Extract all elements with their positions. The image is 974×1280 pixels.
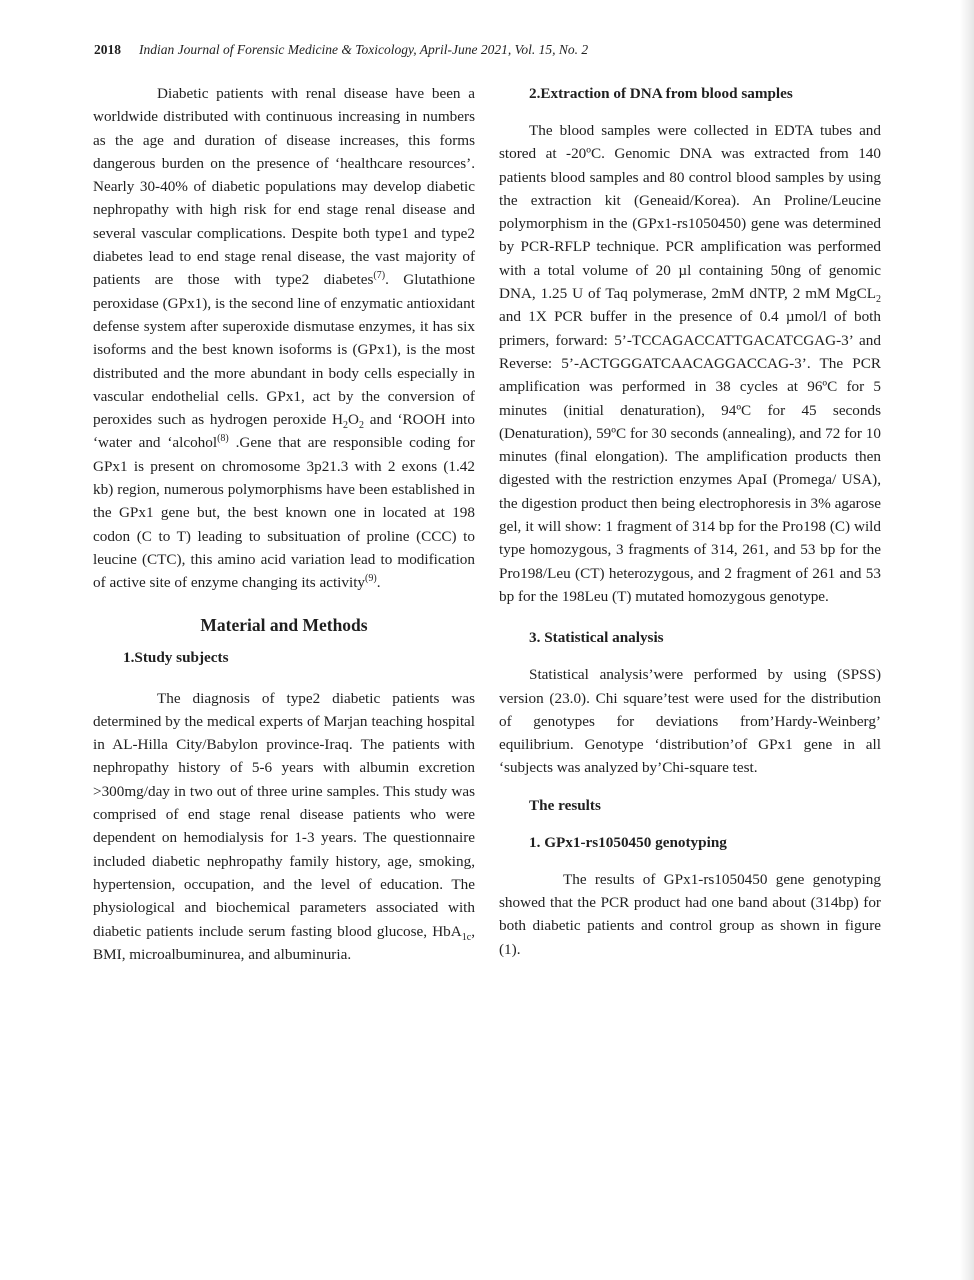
intro-text-4: .Gene that are responsible coding for GPx1 is present on chromosome 3p21.3 with 2 exons (1.42 kb) region, numerous polymorphisms have been established in the GPx1 gene but, the best known one in located at 198 codon (C to T) leading to subsituation of proline (CCC) to leucine (CTC), this amino acid variation lead to modification of active site of enzyme changing its activity	[93, 434, 475, 592]
o2-subscript: 2	[358, 420, 364, 432]
intro-text-1: Diabetic patients with renal disease have been a worldwide distributed with continuous increasing in numbers as the age and duration of disease increases, this forms dangerous burden on the presence of ‘healthcare resources’. Nearly 30-40% of diabetic populations may develop diabetic nephropathy with high risk for end stage renal disease and several vascular complications. Despite both type1 and type2 diabetes lead to end stage renal disease, the vast majority of patients are those with type2 diabetes	[93, 85, 475, 289]
statistical-analysis-heading: 3. Statistical analysis	[529, 629, 664, 647]
right-column	[499, 82, 881, 961]
dna-extraction-heading: 2.Extraction of DNA from blood samples	[529, 85, 793, 102]
study-end: , BMI, microalbuminurea, and albuminuria.	[93, 922, 475, 963]
study-subjects-heading: 1.Study subjects	[123, 648, 229, 666]
mgcl2-subscript: 2	[876, 294, 881, 306]
hba1c-subscript: 1c	[461, 931, 472, 943]
statistical-paragraph: Statistical analysis’were performed by using (SPSS) version (23.0). Chi square’test were used for the distribution of genotypes for deviations from’Hardy-Weinberg’ equilibrium. Genotype ‘distribution’of GPx1 gene in all ‘subjects was analyzed by’Chi-square test.	[499, 666, 881, 777]
intro-text-2: . Glutathione peroxidase (GPx1), is the second line of enzymatic antioxidant defense system after superoxide dismutase enzymes, it has six isoforms and the best known isoforms is (GPx1), is the most distributed and the more abundant in body cells especially in vascular endothelial cells. GPx1, act by the conversion of peroxides such as hydrogen peroxide H	[93, 271, 476, 429]
study-paragraph	[93, 687, 475, 967]
o-letter: O	[347, 411, 359, 429]
methods-heading: Material and Methods	[200, 614, 368, 635]
ref-7: (7)	[373, 270, 386, 282]
page-edge-shadow	[960, 0, 974, 1280]
ref-8: (8)	[217, 433, 229, 445]
intro-text-3: and ‘ROOH into ‘water and ‘alcohol	[93, 411, 475, 452]
running-header	[94, 40, 894, 60]
intro-paragraph	[93, 82, 475, 595]
results-heading: The results	[529, 796, 601, 814]
genotyping-heading: 1. GPx1-rs1050450 genotyping	[529, 833, 727, 851]
genotyping-paragraph: The results of GPx1-rs1050450 gene genotyping showed that the PCR product had one band about (314bp) for both diabetic patients and control group as shown in figure (1).	[499, 870, 881, 958]
dna-paragraph	[499, 119, 881, 608]
left-column	[93, 82, 475, 966]
page-number: 2018	[94, 42, 121, 57]
ref-9: (9)	[365, 573, 377, 585]
h2-subscript: 2	[342, 420, 348, 432]
dna-text-2: and 1X PCR buffer in the presence of 0.4 µmol/l of both primers, forward: 5’-TCCAGACCATTGACATCGAG-3’ and Reverse: 5’-ACTGGGATCAACAGGACCAG-3’. The PCR amplification was performed in 38 cycles at 96ºC for 5 minutes (initial denaturation), 94ºC for 45 seconds (Denaturation), 59ºC for 30 seconds (annealing), and 72 for 10 minutes (final elongation). The amplification products then digested with the restriction enzymes ApaI (Promega/ USA), the digestion product then being electrophoresis in 3% agarose gel, it will show: 1 fragment of 314 bp for the Pro198 (C) wild type homozygous, 3 fragments of 314, 261, and 53 bp for the Pro198/Leu (CT) heterozygous, and 2 fragment of 261 and 53 bp for the 198Leu (T) mutated homozygous genotype.	[499, 308, 881, 605]
journal-citation: Indian Journal of Forensic Medicine & Toxicology, April-June 2021, Vol. 15, No. 2	[139, 42, 589, 57]
intro-end: .	[376, 574, 381, 592]
study-text: The diagnosis of type2 diabetic patients was determined by the medical experts of Marjan teaching hospital in AL-Hilla City/Babylon province-Iraq. The patients with nephropathy history of 5-6 years with albumin excretion >300mg/day in two out of three urine samples. This study was comprised of end stage renal disease patients who were dependent on hemodialysis for 1-3 years. The questionnaire included diabetic nephropathy family history, age, smoking, hypertension, occupation, and the level of education. The physiological and biochemical parameters associated with diabetic patients include serum fasting blood glucose, HbA	[93, 689, 475, 940]
dna-text-1: The blood samples were collected in EDTA tubes and stored at -20ºC. Genomic DNA was extracted from 140 patients blood samples and 80 control blood samples by using the extraction kit (Geneaid/Korea). An Proline/Leucine polymorphism in the (GPx1-rs1050450) gene was determined by PCR-RFLP technique. PCR amplification was performed with a total volume of 20 µl containing 50ng of genomic DNA, 1.25 U of Taq polymerase, 2mM dNTP, 2 mM MgCL	[499, 122, 881, 303]
